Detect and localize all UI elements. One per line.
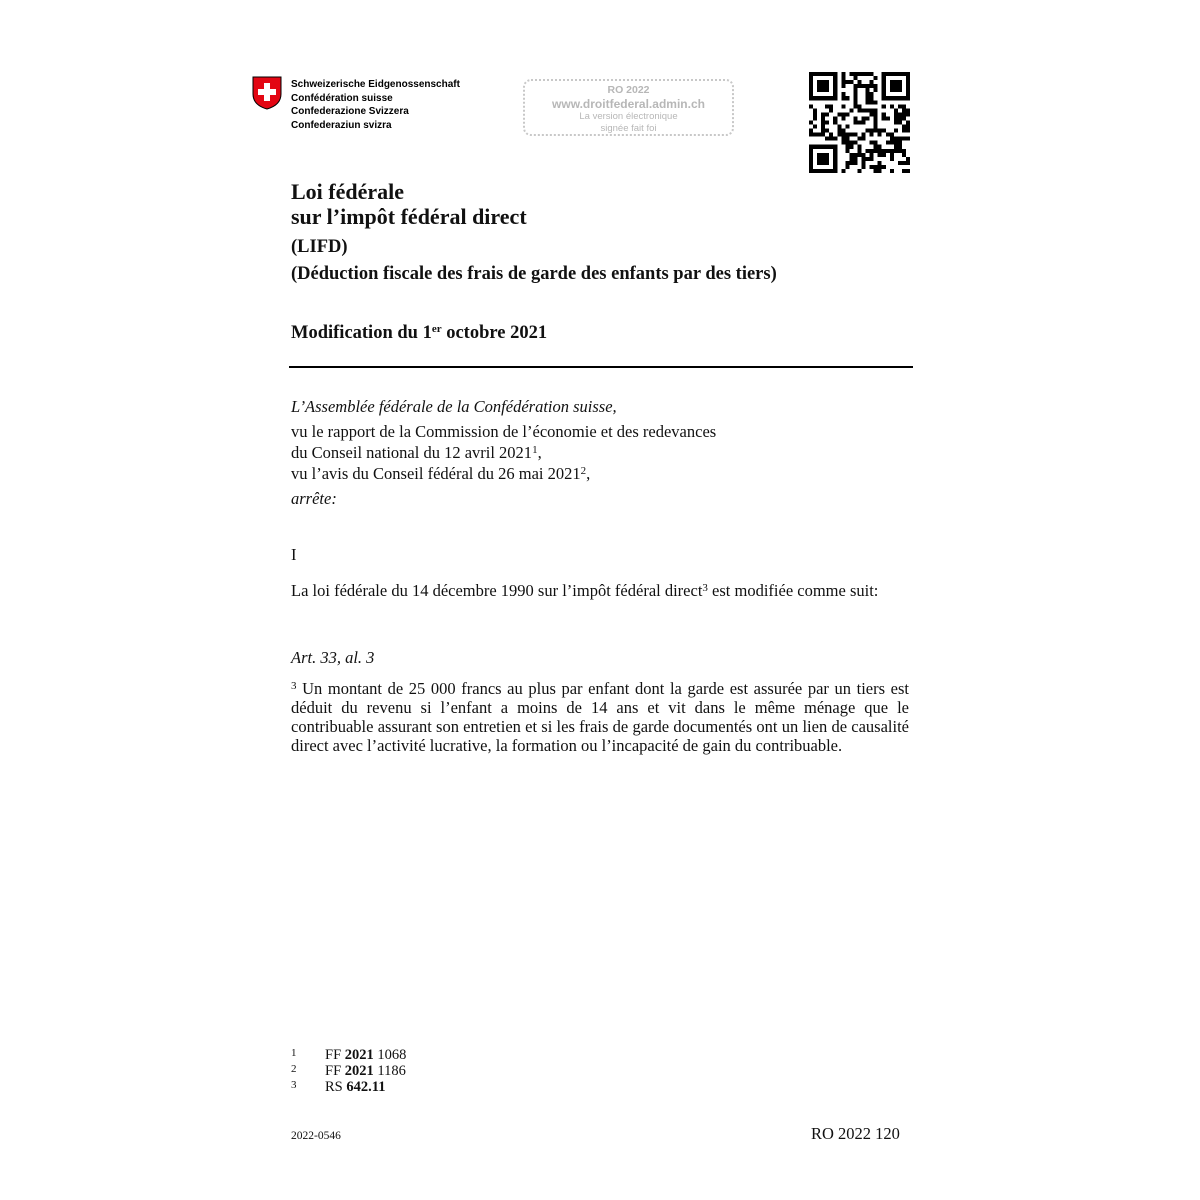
preamble-line-2-text: du Conseil national du 12 avril 2021: [291, 443, 533, 462]
stamp-ro: RO 2022: [607, 84, 650, 96]
qr-code-icon[interactable]: [809, 72, 910, 173]
law-abbreviation: (LIFD): [291, 237, 348, 257]
footnote-2: [291, 1063, 406, 1079]
law-title-line-1: Loi fédérale: [291, 179, 405, 204]
law-title: [291, 179, 527, 229]
preamble-considerations: [291, 422, 891, 483]
modification-prefix: Modification du 1: [291, 323, 432, 343]
law-subtitle: (Déduction fiscale des frais de garde des enfants par des tiers): [291, 264, 777, 284]
intro-paragraph: [291, 579, 909, 600]
preamble-line-1: vu le rapport de la Commission de l’économie et des redevances: [291, 422, 717, 441]
stamp-note-1: La version électronique: [579, 111, 678, 122]
footnote-text: [325, 1047, 406, 1063]
paragraph-text: Un montant de 25 000 francs au plus par enfant dont la garde est assurée par un tiers est déduit du revenu si l’enfant a moins de 14 ans et vit dans le même ménage que le contribuable assurant son entretien et si les frais de garde documentés ont un lien de causalité direct avec l’activité lucrative, la formation ou l’incapacité de gain du contribuable.: [291, 679, 909, 755]
preamble-line-3-text: vu l’avis du Conseil fédéral du 26 mai 2021: [291, 464, 581, 483]
paragraph-number: 3: [291, 680, 297, 692]
footnote-number: 3: [291, 1079, 297, 1091]
title-divider: [289, 366, 913, 368]
footnote-page: 1186: [373, 1063, 406, 1079]
footnote-ref-1[interactable]: 1: [532, 444, 538, 456]
footnote-rs-number: 642.11: [346, 1079, 386, 1095]
electronic-signature-stamp: [523, 79, 734, 136]
footnote-text: [325, 1079, 385, 1095]
ro-reference: RO 2022 120: [811, 1124, 900, 1143]
document-number: 2022-0546: [291, 1130, 341, 1142]
intro-text-b: est modifiée comme suit:: [707, 581, 879, 600]
footnote-prefix: FF: [325, 1047, 345, 1063]
preamble-assembly: L’Assemblée fédérale de la Confédération suisse,: [291, 397, 617, 416]
footnote-number: 1: [291, 1047, 297, 1059]
footnote-text: [325, 1063, 406, 1079]
footnote-prefix: FF: [325, 1063, 345, 1079]
confederation-name-rm: Confederaziun svizra: [291, 119, 392, 131]
preamble-line-3-end: ,: [586, 464, 591, 483]
preamble-line-2-end: ,: [537, 443, 542, 462]
footnotes: [291, 1047, 406, 1095]
footnote-year: 2021: [344, 1063, 374, 1079]
confederation-name-fr: Confédération suisse: [291, 92, 393, 104]
footnote-number: 2: [291, 1063, 297, 1075]
stamp-note-2: signée fait foi: [600, 123, 657, 134]
confederation-name-it: Confederazione Svizzera: [291, 106, 409, 117]
law-title-line-2: sur l’impôt fédéral direct: [291, 204, 527, 229]
footnote-page: 1068: [373, 1047, 407, 1063]
stamp-url[interactable]: www.droitfederal.admin.ch: [552, 97, 705, 111]
modification-suffix: octobre 2021: [441, 323, 548, 343]
modification-sup: er: [431, 323, 442, 335]
article-paragraph: [291, 677, 909, 755]
footnote-ref-3[interactable]: 3: [702, 582, 708, 594]
preamble-line-2: [291, 441, 891, 462]
section-number: I: [291, 545, 297, 564]
preamble-line-3: [291, 462, 891, 483]
footnote-3: [291, 1079, 406, 1095]
footnote-prefix: RS: [325, 1079, 347, 1095]
footnote-year: 2021: [344, 1047, 374, 1063]
footnote-1: [291, 1047, 406, 1063]
footnote-ref-2[interactable]: 2: [580, 465, 587, 477]
confederation-name-de: Schweizerische Eidgenossenschaft: [291, 79, 460, 90]
preamble-arrete: arrête:: [291, 489, 337, 508]
swiss-coat-of-arms-icon: [252, 76, 282, 110]
modification-date: [291, 323, 547, 344]
article-heading: Art. 33, al. 3: [291, 648, 375, 667]
intro-text-a: La loi fédérale du 14 décembre 1990 sur l’impôt fédéral direct: [291, 581, 703, 600]
confederation-names: [291, 78, 460, 132]
